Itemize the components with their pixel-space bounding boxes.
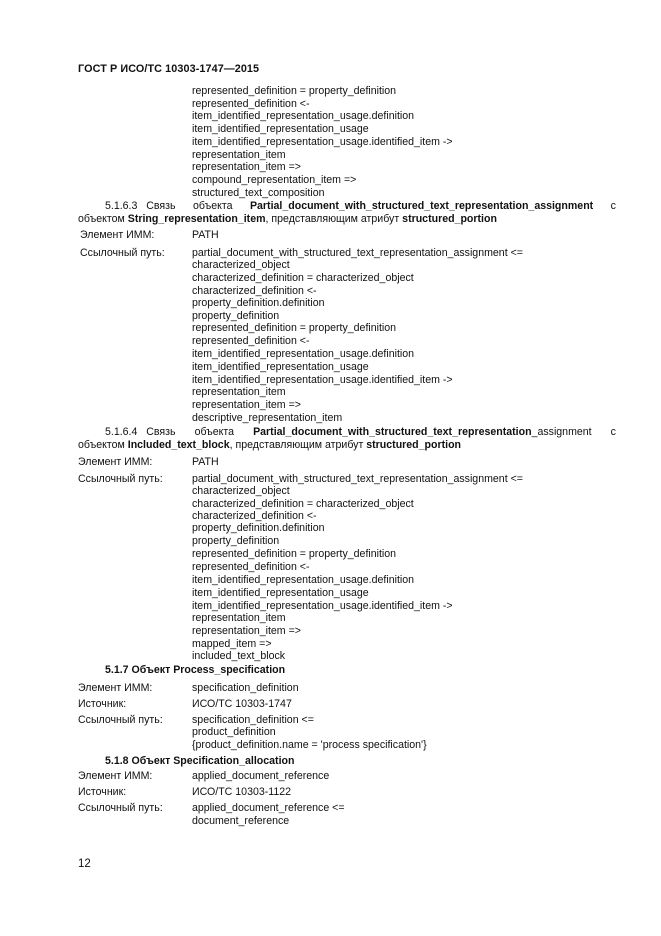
heading-word: Связь [146,200,176,212]
path-line: item_identified_representation_usage.definition [192,110,415,122]
path-line: applied_document_reference <= [192,802,345,814]
path-line: item_identified_representation_usage [192,361,369,373]
heading-word: Связь [146,426,176,438]
heading-word: с [610,200,616,212]
entity-name: Partial_document_with_structured_text_representation_assignment [249,200,594,212]
path-line: characterized_object [192,485,290,497]
path-line: product_definition [192,726,276,738]
path-line: representation_item [192,149,286,161]
source-label: Источник: [78,698,127,710]
attribute-name: structured_portion [366,438,462,451]
aim-element-value: applied_document_reference [192,770,330,782]
path-line: representation_item => [192,399,301,411]
page-number: 12 [78,858,91,870]
path-line: representation_item => [192,161,301,173]
section-5-1-8-heading: 5.1.8 Объект Specification_allocation [105,755,295,767]
path-line: representation_item => [192,625,301,637]
path-line: characterized_definition <- [192,510,317,522]
clause-number: 5.1.6.3 [105,200,138,212]
path-line: represented_definition = property_definition [192,85,397,97]
aim-element-label: Элемент ИММ: [78,682,153,694]
reference-path-label: Ссылочный путь: [78,802,163,814]
path-line: mapped_item => [192,638,272,650]
aim-element-label: Элемент ИММ: [78,456,153,468]
path-line: item_identified_representation_usage.identified_item -> [192,136,453,148]
path-line: item_identified_representation_usage.identified_item -> [192,600,453,612]
reference-path-label: Ссылочный путь: [78,714,163,726]
path-line: represented_definition <- [192,98,310,110]
path-line: represented_definition = property_definition [192,548,397,560]
aim-element-label: Элемент ИММ: [80,229,155,241]
path-line: represented_definition <- [192,561,310,573]
aim-element-value: PATH [192,456,219,468]
source-label: Источник: [78,786,127,798]
path-line: represented_definition <- [192,335,310,347]
section-5-1-6-4-heading [78,426,616,451]
aim-element-value: PATH [192,229,219,241]
entity-name: String_representation_item [127,212,266,225]
path-line: property_definition [192,535,280,547]
section-5-1-6-3-heading [78,200,616,225]
aim-element-value: specification_definition [192,682,299,694]
entity-name: Included_text_block [127,438,230,451]
attribute-name: structured_portion [402,212,497,225]
path-line: representation_item [192,386,286,398]
path-line: item_identified_representation_usage.identified_item -> [192,374,453,386]
path-line: item_identified_representation_usage [192,587,369,599]
heading-word: объектом [78,212,125,225]
path-line: characterized_object [192,259,290,271]
path-line: property_definition.definition [192,297,325,309]
path-line: item_identified_representation_usage.definition [192,574,415,586]
source-value: ИСО/ТС 10303-1747 [192,698,292,710]
path-line: characterized_definition <- [192,285,317,297]
source-value: ИСО/ТС 10303-1122 [192,786,292,798]
path-line: descriptive_representation_item [192,412,343,424]
path-line: structured_text_composition [192,187,325,199]
section-5-1-7-heading: 5.1.7 Объект Process_specification [105,664,286,676]
heading-word: объекта [194,426,235,438]
heading-word: объекта [193,200,233,212]
path-line: property_definition [192,310,280,322]
reference-path-label: Ссылочный путь: [78,473,163,485]
heading-word: с [610,426,616,438]
heading-word: , представляющим атрибут [229,438,364,451]
path-line: document_reference [192,815,290,827]
heading-word: , представляющим атрибут [265,212,400,225]
entity-name-tail: _assignment [531,426,592,438]
path-line: {product_definition.name = 'process specification'} [192,739,427,751]
entity-name: Partial_document_with_structured_text_representation [253,426,532,438]
path-line: included_text_block [192,650,286,662]
path-line: compound_representation_item => [192,174,357,186]
path-line: representation_item [192,612,286,624]
path-line: partial_document_with_structured_text_representation_assignment <= [192,247,523,259]
path-line: item_identified_representation_usage [192,123,369,135]
path-line: represented_definition = property_definition [192,322,397,334]
path-line: characterized_definition = characterized_object [192,272,414,284]
path-line: property_definition.definition [192,522,325,534]
path-line: partial_document_with_structured_text_representation_assignment <= [192,473,523,485]
path-line: specification_definition <= [192,714,314,726]
clause-number: 5.1.6.4 [105,426,138,438]
document-header: ГОСТ Р ИСО/ТС 10303-1747—2015 [78,63,260,75]
aim-element-label: Элемент ИММ: [78,770,153,782]
path-line: characterized_definition = characterized_object [192,498,414,510]
reference-path-label: Ссылочный путь: [80,247,165,259]
heading-word: объектом [78,438,125,451]
path-line: item_identified_representation_usage.definition [192,348,415,360]
